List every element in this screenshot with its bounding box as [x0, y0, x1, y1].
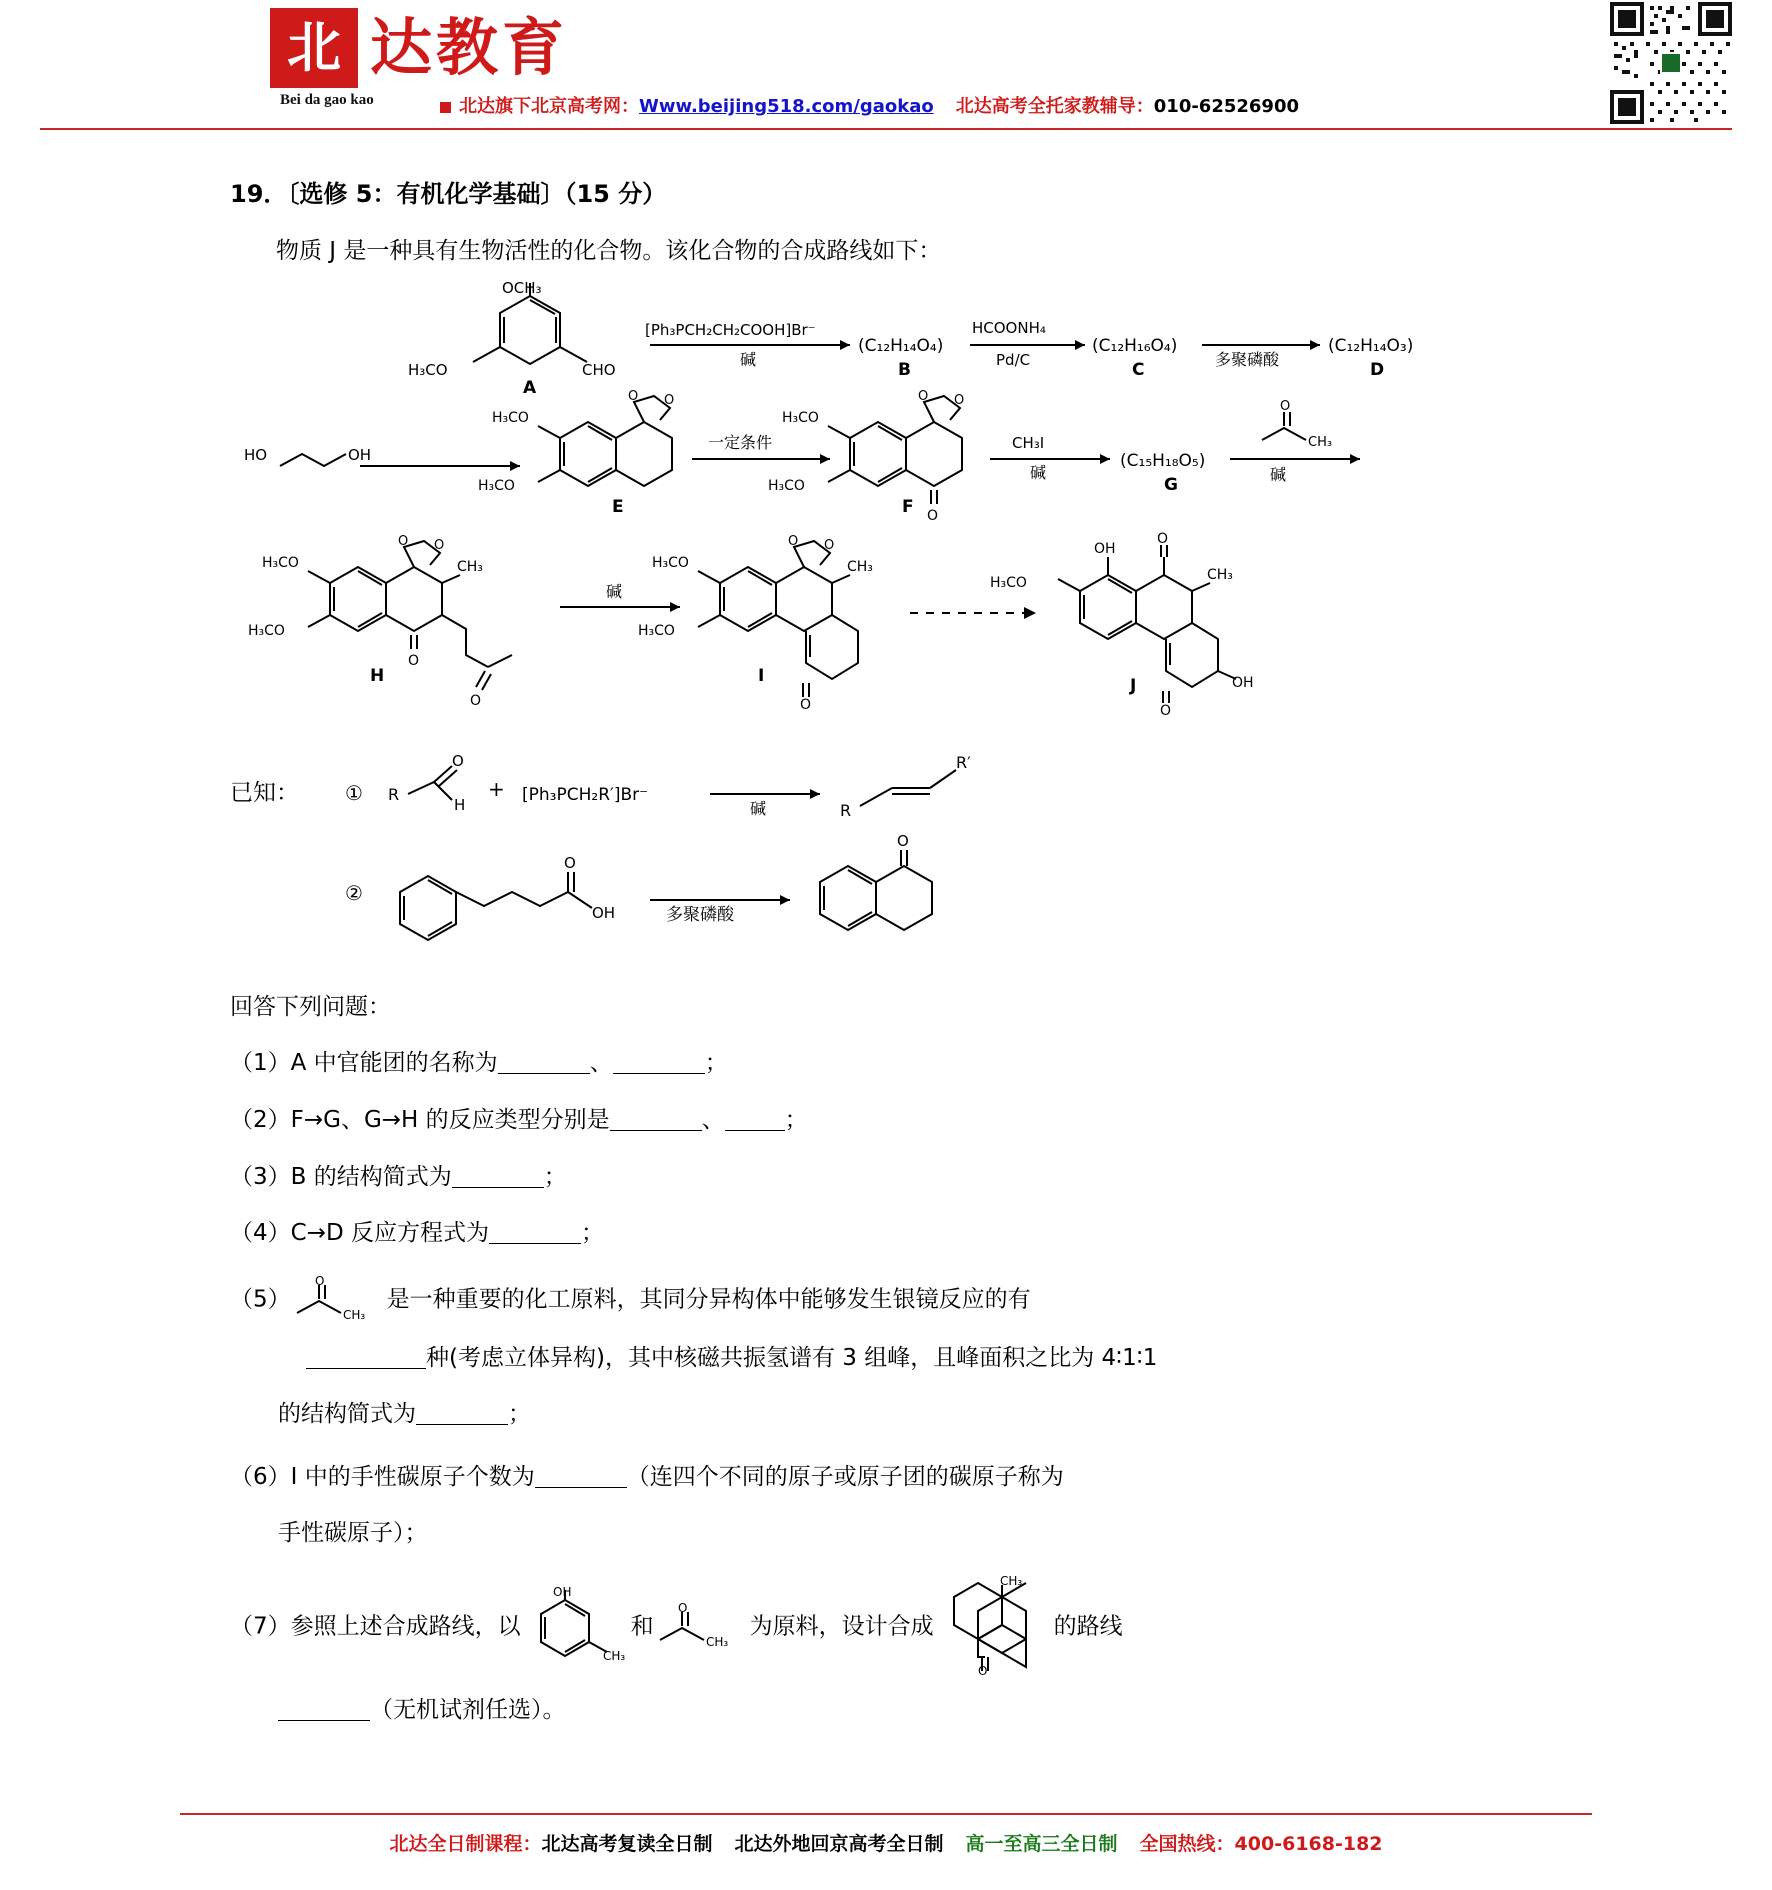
bullet-square-icon	[440, 102, 451, 113]
known2-product-O: O	[897, 831, 909, 850]
formula-C: (C₁₂H₁₆O₄)	[1092, 335, 1178, 356]
label-H-h3co-top: H₃CO	[262, 554, 299, 571]
q5-line3b: ；	[508, 1401, 531, 1428]
q2-blank-1[interactable]	[610, 1108, 702, 1131]
reagent-1-bottom: 碱	[740, 349, 757, 369]
known1-plus: +	[488, 776, 505, 801]
synthesis-scheme-row-3	[230, 530, 1622, 719]
formula-G: (C₁₅H₁₈O₅)	[1120, 450, 1206, 471]
svg-text:OH: OH	[552, 1584, 572, 1599]
question-item-5-line2	[306, 1337, 1622, 1380]
svg-text:CH₃: CH₃	[705, 1634, 728, 1649]
known1-base: 碱	[750, 798, 767, 818]
footer-item-1: 北达高考复读全日制	[541, 1833, 713, 1855]
question-item-6	[230, 1456, 1622, 1499]
svg-text:CH₃: CH₃	[999, 1573, 1022, 1588]
question-title	[230, 172, 1622, 216]
question-item-5	[230, 1273, 1622, 1323]
label-J-oh-right: OH	[1232, 674, 1254, 691]
q5-prefix: （5）	[230, 1286, 291, 1313]
logo-mark: 北	[270, 8, 358, 88]
known-reactions-1	[230, 752, 1622, 842]
question-number: 19．	[230, 180, 288, 208]
label-F-h3co-bottom: H₃CO	[768, 477, 805, 494]
footer-item-2: 北达外地回京高考全日制	[734, 1833, 944, 1855]
q7-after: 为原料，设计合成	[749, 1613, 934, 1640]
label-A: A	[523, 377, 537, 398]
q5-line3a: 的结构简式为	[278, 1401, 416, 1428]
known2-OH: OH	[592, 903, 616, 922]
label-B: B	[898, 359, 911, 380]
document-content	[0, 172, 1772, 1731]
reagent-ch3i: CH₃I	[1012, 433, 1045, 452]
q1-blank-2[interactable]	[613, 1051, 705, 1074]
label-H-O3: O	[408, 652, 420, 669]
label-F: F	[902, 496, 914, 517]
question-title-text: 〔选修 5：有机化学基础〕（15 分）	[287, 180, 667, 208]
q5-blank-2[interactable]	[416, 1402, 508, 1425]
page-footer	[180, 1813, 1592, 1856]
reagent-3: 多聚磷酸	[1215, 349, 1280, 369]
label-E-O1: O	[628, 388, 639, 404]
reagent-condition: 一定条件	[708, 432, 773, 452]
logo-pinyin: Bei da gao kao	[280, 92, 374, 108]
label-I-O2: O	[824, 537, 835, 553]
q1-blank-1[interactable]	[498, 1051, 590, 1074]
q5-line2: 种(考虑立体异构)，其中核磁共振氢谱有 3 组峰，且峰面积之比为 4∶1∶1	[426, 1344, 1158, 1371]
header-site-url[interactable]: Www.beijing518.com/gaokao	[639, 96, 934, 117]
reagent-base-row3: 碱	[606, 581, 623, 601]
label-och3-A: OCH₃	[502, 278, 542, 297]
label-F-O2: O	[954, 392, 965, 408]
question-item-6-line2: 手性碳原子）；	[278, 1520, 428, 1547]
header-contact-line	[440, 92, 1299, 118]
q1-sep: 、	[589, 1050, 613, 1077]
label-H-O1: O	[398, 533, 409, 549]
label-G: G	[1164, 474, 1178, 495]
q6-line1b: （连四个不同的原子或原子团的碳原子称为	[626, 1463, 1064, 1490]
known1-O: O	[452, 751, 464, 770]
label-mvk-ch3: CH₃	[1308, 434, 1333, 450]
known1-ylide: [Ph₃PCH₂R′]Br⁻	[522, 784, 649, 805]
formula-D: (C₁₂H₁₄O₃)	[1328, 335, 1414, 356]
synthesis-scheme-row-1	[230, 278, 1622, 398]
page-header	[40, 0, 1732, 130]
reagent-2-bottom: Pd/C	[996, 350, 1031, 369]
q6-blank-1[interactable]	[535, 1465, 627, 1488]
svg-text:O: O	[677, 1600, 688, 1615]
known-label: 已知：	[230, 779, 299, 806]
known-index-2: ②	[345, 880, 363, 905]
footer-hotline-label: 全国热线：	[1139, 1833, 1235, 1855]
reagent-ch3i-base: 碱	[1030, 462, 1047, 482]
label-J-ch3: CH₃	[1207, 566, 1233, 583]
svg-text:O: O	[977, 1663, 988, 1678]
label-I-h3co-top: H₃CO	[652, 554, 689, 571]
known1-R: R	[388, 784, 400, 804]
header-phone: 010-62526900	[1153, 96, 1300, 117]
cresol-structure-q7	[521, 1584, 631, 1666]
q4-text: （4）C→D 反应方程式为	[230, 1220, 489, 1247]
label-oh-left: OH	[348, 445, 372, 464]
known2-O: O	[564, 853, 576, 872]
known-reactions-2	[230, 831, 1622, 966]
label-E-h3co-top: H₃CO	[492, 409, 529, 426]
q5-blank-1[interactable]	[306, 1346, 426, 1369]
logo-text: 达教育	[370, 11, 569, 84]
target-decalone-structure	[934, 1573, 1054, 1678]
label-I-ch3: CH₃	[847, 558, 873, 575]
q4-blank-1[interactable]	[489, 1221, 581, 1244]
question-item-2	[230, 1099, 1622, 1142]
known1-H: H	[454, 795, 466, 814]
site-logo	[270, 8, 568, 88]
q7-prefix: （7）参照上述合成路线，以	[230, 1613, 521, 1640]
label-I-O3: O	[800, 696, 812, 713]
formula-B: (C₁₂H₁₄O₄)	[858, 335, 944, 356]
q2-sep: 、	[701, 1107, 725, 1134]
footer-item-3: 高一至高三全日制	[965, 1833, 1118, 1855]
q6-line1: （6）I 中的手性碳原子个数为	[230, 1463, 535, 1490]
label-H-O2: O	[434, 537, 445, 553]
question-item-4	[230, 1212, 1622, 1255]
header-tutor-label: 北达高考全托家教辅导：	[955, 96, 1154, 117]
label-D: D	[1370, 359, 1385, 380]
label-mvk-O: O	[1280, 398, 1291, 414]
footer-course-label: 北达全日制课程：	[389, 1833, 542, 1855]
label-F-O1: O	[918, 388, 929, 404]
question-intro: 物质 J 是一种具有生物活性的化合物。该化合物的合成路线如下：	[276, 238, 942, 265]
question-item-7-line2	[278, 1689, 1622, 1732]
label-J-h3co: H₃CO	[990, 574, 1027, 591]
label-I: I	[758, 665, 765, 686]
q4-end: ；	[581, 1220, 604, 1247]
reagent-1-top: [Ph₃PCH₂CH₂COOH]Br⁻	[645, 320, 816, 339]
synthesis-scheme-row-2	[230, 388, 1622, 539]
label-H-ch3: CH₃	[457, 558, 483, 575]
label-J-oh-top: OH	[1094, 540, 1116, 557]
q1-end: ；	[704, 1050, 728, 1077]
reagent-base-right: 碱	[1270, 464, 1287, 484]
q1-text: （1）A 中官能团的名称为	[230, 1050, 498, 1077]
label-H-h3co-bottom: H₃CO	[248, 622, 285, 639]
label-C: C	[1132, 359, 1145, 380]
q7-blank-1[interactable]	[278, 1698, 370, 1721]
q2-text: （2）F→G、G→H 的反应类型分别是	[230, 1107, 610, 1134]
label-ho-left: HO	[244, 445, 268, 464]
label-h3co-A: H₃CO	[408, 360, 448, 379]
mvk-structure-q5	[291, 1273, 387, 1323]
q2-blank-2[interactable]	[725, 1108, 785, 1131]
label-E-h3co-bottom: H₃CO	[478, 477, 515, 494]
known-index-1: ①	[345, 780, 363, 805]
question-item-1	[230, 1042, 1622, 1085]
q2-end: ；	[784, 1107, 808, 1134]
known1-prod-R: R	[840, 800, 852, 820]
header-site-label: 北达旗下北京高考网：	[459, 96, 639, 117]
qr-code-icon	[1610, 2, 1732, 124]
q7-mid: 和	[630, 1613, 654, 1640]
q7-line2a: （无机试剂任选）。	[370, 1696, 566, 1723]
svg-text:CH₃: CH₃	[342, 1307, 365, 1322]
label-I-O1: O	[788, 533, 799, 549]
label-J: J	[1130, 675, 1137, 696]
label-J-O-top: O	[1157, 530, 1169, 547]
svg-text:CH₃: CH₃	[602, 1648, 625, 1663]
label-F-h3co-top: H₃CO	[782, 409, 819, 426]
q5-line1: 是一种重要的化工原料，其同分异构体中能够发生银镜反应的有	[386, 1286, 1031, 1313]
svg-text:O: O	[314, 1273, 325, 1288]
label-E-O2: O	[664, 392, 675, 408]
label-H-O4: O	[470, 692, 482, 709]
footer-hotline-number: 400-6168-182	[1234, 1833, 1383, 1855]
q3-blank-1[interactable]	[452, 1165, 544, 1188]
answer-prompt: 回答下列问题：	[230, 993, 391, 1020]
reagent-2-top: HCOONH₄	[972, 318, 1046, 337]
question-item-5-line3	[278, 1393, 1622, 1436]
label-H: H	[370, 665, 385, 686]
question-item-7	[230, 1573, 1622, 1678]
question-item-3	[230, 1156, 1622, 1199]
q3-text: （3）B 的结构简式为	[230, 1163, 452, 1190]
label-J-O-bottom: O	[1160, 702, 1172, 719]
q7-tail: 的路线	[1053, 1613, 1123, 1640]
label-F-O3: O	[927, 507, 939, 524]
q3-end: ；	[543, 1163, 567, 1190]
known2-reagent: 多聚磷酸	[666, 904, 734, 925]
label-cho-A: CHO	[582, 360, 616, 379]
label-I-h3co-bottom: H₃CO	[638, 622, 675, 639]
known1-prod-R2: R′	[956, 752, 971, 772]
mvk-structure-q7	[654, 1600, 750, 1650]
label-E: E	[612, 496, 624, 517]
